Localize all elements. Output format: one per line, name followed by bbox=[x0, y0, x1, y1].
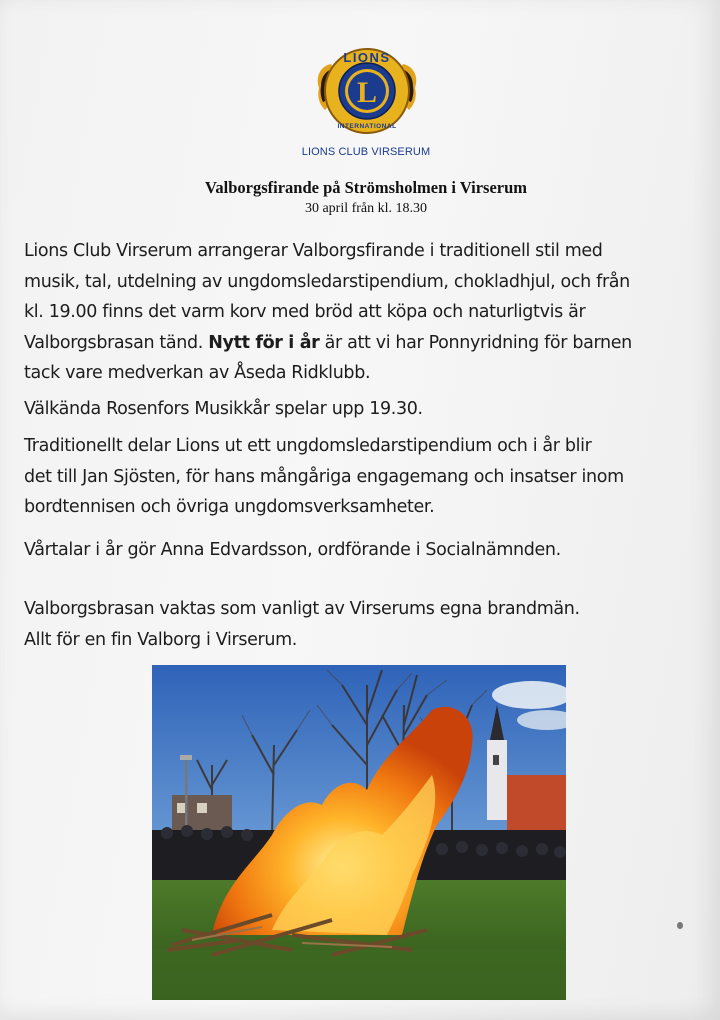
pin-mark bbox=[677, 922, 683, 929]
intro-line: tack vare medverkan av Åseda Ridklubb. bbox=[24, 363, 371, 383]
scholarship-line: Traditionellt delar Lions ut ett ungdomsledarstipendium och i år blir bbox=[24, 436, 592, 456]
news-highlight: Nytt för i år bbox=[208, 332, 320, 353]
intro-text: är att vi har Ponnyridning för barnen bbox=[319, 332, 632, 353]
speech-paragraph: Vårtalar i år gör Anna Edvardsson, ordförande i Socialnämnden. bbox=[24, 540, 561, 560]
lions-logo bbox=[311, 40, 423, 146]
scholarship-paragraph bbox=[24, 431, 714, 523]
intro-line: Lions Club Virserum arrangerar Valborgsfirande i traditionell stil med bbox=[24, 241, 603, 261]
logo-subtitle: INTERNATIONAL bbox=[337, 123, 397, 130]
club-name: LIONS CLUB VIRSERUM bbox=[301, 146, 431, 158]
intro-paragraph bbox=[24, 236, 714, 389]
closing-line: Valborgsbrasan vaktas som vanligt av Virserums egna brandmän. bbox=[24, 599, 580, 619]
closing-line: Allt för en fin Valborg i Virserum. bbox=[24, 629, 298, 650]
music-paragraph: Välkända Rosenfors Musikkår spelar upp 19.30. bbox=[24, 399, 423, 419]
intro-line bbox=[24, 328, 714, 359]
event-title: Valborgsfirande på Strömsholmen i Virserum bbox=[204, 178, 528, 197]
intro-line: musik, tal, utdelning av ungdomsledarstipendium, chokladhjul, och från bbox=[24, 271, 630, 292]
intro-line: kl. 19.00 finns det varm korv med bröd att köpa och naturligtvis är bbox=[24, 302, 586, 322]
scholarship-line: det till Jan Sjösten, för hans mångåriga engagemang och insatser inom bbox=[24, 466, 624, 487]
logo-letter: L bbox=[356, 76, 378, 109]
intro-text: Valborgsbrasan tänd. bbox=[24, 332, 209, 353]
bonfire-photo bbox=[152, 665, 566, 1000]
logo-name: LIONS bbox=[343, 50, 391, 65]
event-date: 30 april från kl. 18.30 bbox=[304, 201, 428, 216]
scholarship-line: bordtennisen och övriga ungdomsverksamheter. bbox=[24, 497, 435, 517]
closing-paragraph bbox=[24, 594, 714, 655]
